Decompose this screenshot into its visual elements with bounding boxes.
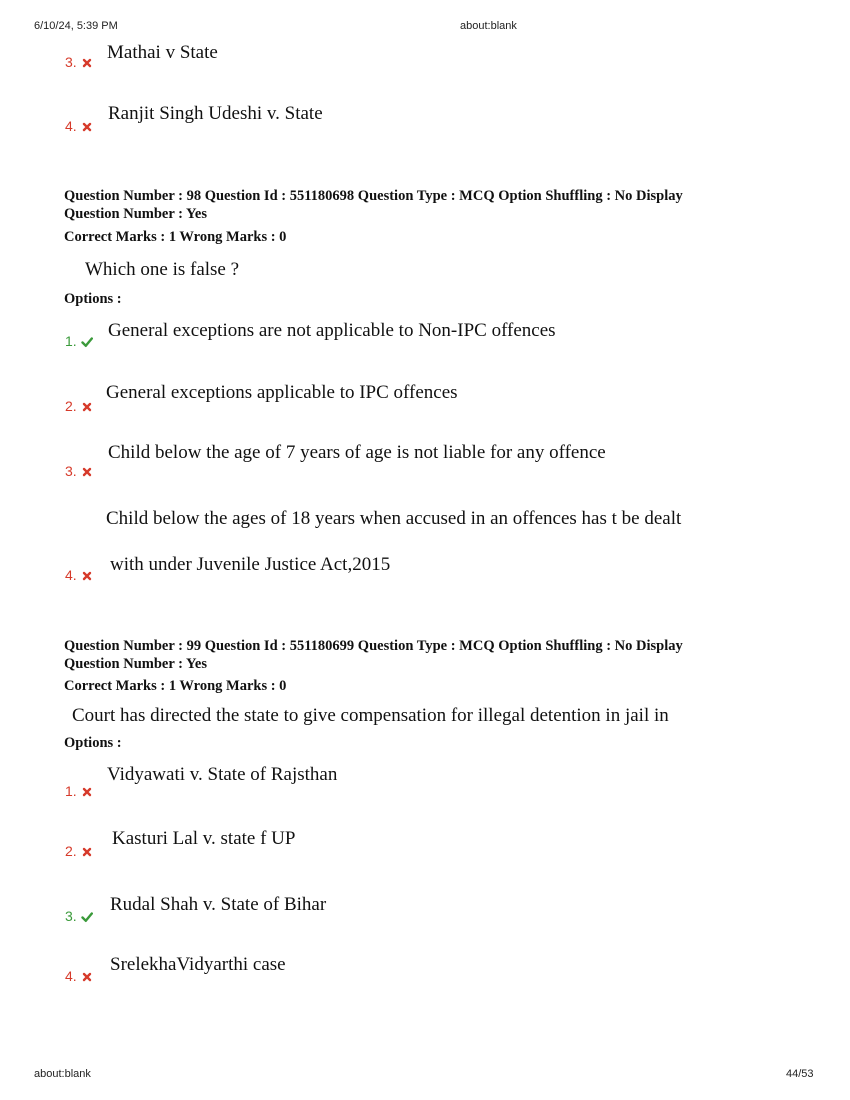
option-number: 3.: [65, 463, 93, 479]
question-text: Which one is false ?: [85, 259, 240, 280]
cross-icon: [81, 846, 93, 858]
question-marks: Correct Marks : 1 Wrong Marks : 0: [64, 229, 287, 245]
question-text: Court has directed the state to give compensation for illegal detention in jail in: [72, 705, 669, 726]
option-number: 2.: [65, 843, 93, 859]
option-text: Mathai v State: [107, 42, 218, 63]
option-text: Child below the age of 7 years of age is not liable for any offence: [108, 442, 606, 463]
option-number: 1.: [65, 333, 93, 349]
option-text: Ranjit Singh Udeshi v. State: [108, 103, 323, 124]
question-meta-cont: Question Number : Yes: [64, 656, 207, 672]
check-icon: [81, 336, 93, 348]
question-meta: Question Number : 99 Question Id : 551180699 Question Type : MCQ Option Shuffling : No Display: [64, 638, 683, 654]
cross-icon: [81, 121, 93, 133]
cross-icon: [81, 570, 93, 582]
cross-icon: [81, 57, 93, 69]
option-text-line1: Child below the ages of 18 years when accused in an offences has t be dealt: [106, 508, 682, 529]
footer-url: about:blank: [34, 1068, 91, 1080]
option-number: 2.: [65, 398, 93, 414]
cross-icon: [81, 401, 93, 413]
cross-icon: [81, 786, 93, 798]
cross-icon: [81, 971, 93, 983]
question-meta: Question Number : 98 Question Id : 551180698 Question Type : MCQ Option Shuffling : No Display: [64, 188, 683, 204]
option-text: General exceptions applicable to IPC offences: [106, 382, 458, 403]
option-number: 4.: [65, 567, 93, 583]
option-number: 3.: [65, 54, 93, 70]
cross-icon: [81, 466, 93, 478]
option-number: 4.: [65, 118, 93, 134]
option-number: 4.: [65, 968, 93, 984]
options-label: Options :: [64, 291, 122, 307]
option-text-line2: with under Juvenile Justice Act,2015: [110, 554, 391, 575]
option-number: 1.: [65, 783, 93, 799]
question-marks: Correct Marks : 1 Wrong Marks : 0: [64, 678, 287, 694]
option-text: Rudal Shah v. State of Bihar: [110, 894, 327, 915]
option-number: 3.: [65, 908, 93, 924]
option-text: Kasturi Lal v. state f UP: [112, 828, 296, 849]
options-label: Options :: [64, 735, 122, 751]
question-meta-cont: Question Number : Yes: [64, 206, 207, 222]
option-text: Vidyawati v. State of Rajsthan: [107, 764, 338, 785]
check-icon: [81, 911, 93, 923]
option-text: General exceptions are not applicable to Non-IPC offences: [108, 320, 556, 341]
option-text: SrelekhaVidyarthi case: [110, 954, 286, 975]
page-number: 44/53: [786, 1068, 814, 1080]
print-url: about:blank: [460, 20, 517, 32]
print-datetime: 6/10/24, 5:39 PM: [34, 20, 118, 32]
